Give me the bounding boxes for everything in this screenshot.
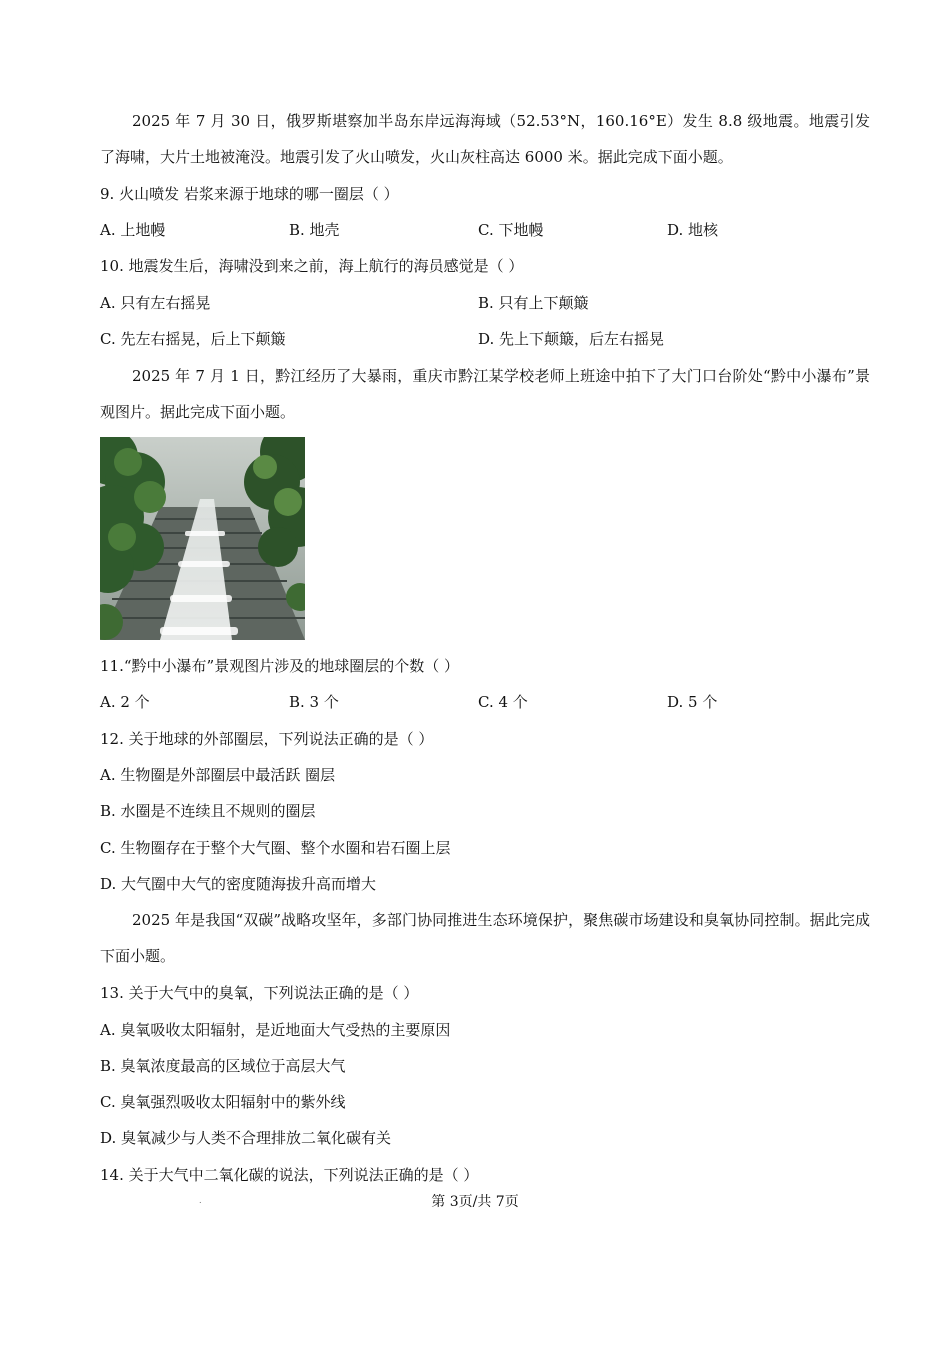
question-11: 11.“黔中小瀑布”景观图片涉及的地球圈层的个数（ ） [100,657,459,675]
q12-option-a: A. 生物圈是外部圈层中最活跃 圈层 [100,766,336,784]
question-9: 9. 火山喷发 岩浆来源于地球的哪一圈层（ ） [100,185,399,203]
q11-option-b: B. 3 个 [289,693,339,711]
q10-option-c: C. 先左右摇晃，后上下颠簸 [100,330,286,348]
q9-option-b: B. 地壳 [289,221,340,239]
question-13: 13. 关于大气中的臭氧，下列说法正确的是（ ） [100,984,419,1002]
q11-option-c: C. 4 个 [478,693,528,711]
q9-option-d: D. 地核 [667,221,719,239]
question-12: 12. 关于地球的外部圈层，下列说法正确的是（ ） [100,730,434,748]
q13-option-c: C. 臭氧强烈吸收太阳辐射中的紫外线 [100,1093,346,1111]
q12-option-d: D. 大气圈中大气的密度随海拔升高而增大 [100,875,377,893]
question-14: 14. 关于大气中二氧化碳的说法，下列说法正确的是（ ） [100,1166,479,1184]
q9-option-a: A. 上地幔 [100,221,166,239]
passage-earthquake: 2025 年 7 月 30 日，俄罗斯堪察加半岛东岸远海海域（52.53°N，160.16°E）发生 8.8 级地震。地震引发了海啸，大片土地被淹没。地震引发了火山喷发，火山灰柱高达 6000 米。据此完成下面小题。 [100,112,870,166]
q12-option-b: B. 水圈是不连续且不规则的圈层 [100,802,316,820]
q11-option-a: A. 2 个 [100,693,150,711]
waterfall-steps-photo [100,437,305,640]
q13-option-d: D. 臭氧减少与人类不合理排放二氧化碳有关 [100,1129,392,1147]
q10-option-b: B. 只有上下颠簸 [478,294,589,312]
q9-option-c: C. 下地幔 [478,221,544,239]
q12-option-c: C. 生物圈存在于整个大气圈、整个水圈和岩石圈上层 [100,839,451,857]
passage-waterfall: 2025 年 7 月 1 日，黔江经历了大暴雨，重庆市黔江某学校老师上班途中拍下了大门口台阶处“黔中小瀑布”景观图片。据此完成下面小题。 [100,367,870,421]
q13-option-b: B. 臭氧浓度最高的区域位于高层大气 [100,1057,346,1075]
q10-option-a: A. 只有左右摇晃 [100,294,211,312]
question-10: 10. 地震发生后，海啸没到来之前，海上航行的海员感觉是（ ） [100,257,524,275]
q10-option-d: D. 先上下颠簸，后左右摇晃 [478,330,665,348]
q11-option-d: D. 5 个 [667,693,718,711]
stray-dot: . [199,1196,202,1205]
page-footer: 第 3页/共 7页 [431,1194,519,1210]
q13-option-a: A. 臭氧吸收太阳辐射，是近地面大气受热的主要原因 [100,1021,451,1039]
passage-dual-carbon: 2025 年是我国“双碳”战略攻坚年，多部门协同推进生态环境保护，聚焦碳市场建设和臭氧协同控制。据此完成下面小题。 [100,911,870,965]
